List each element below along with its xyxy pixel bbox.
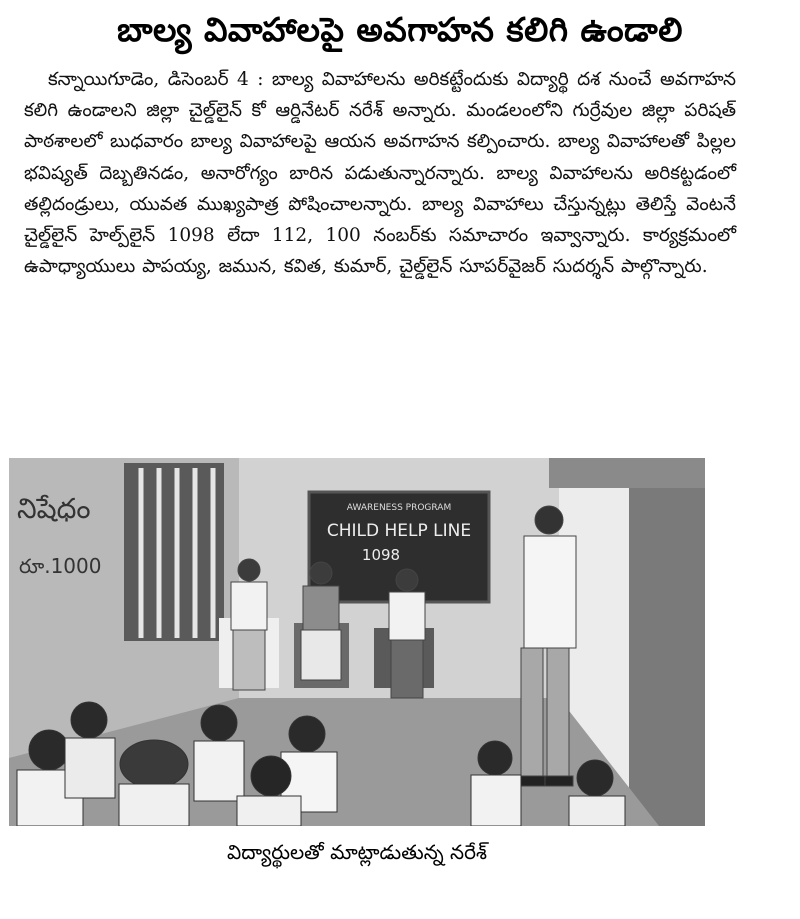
- blackboard-line-2: CHILD HELP LINE: [326, 521, 472, 541]
- wall-text-line-2: రూ.1000: [19, 554, 102, 578]
- blackboard-line-3: 1098: [361, 546, 401, 564]
- blackboard-line-1: AWARENESS PROGRAM: [346, 503, 452, 513]
- classroom-photo: [9, 458, 705, 826]
- article-headline: బాల్య వివాహాలపై అవగాహన కలిగి ఉండాలి: [117, 10, 683, 49]
- article-photo: [9, 458, 705, 826]
- photo-caption: విద్యార్థులతో మాట్లాడుతున్న నరేశ్: [227, 840, 487, 864]
- wall-text-line-1: నిషేధం: [17, 492, 91, 525]
- article-body: కన్నాయిగూడెం, డిసెంబర్ 4 : బాల్య వివాహాలను అరికట్టేందుకు విద్యార్థి దశ నుంచే అవగాహన కలిగి ఉండాలని జిల్లా చైల్డ్‌లైన్ కో ఆర్డినేటర్ నరేశ్ అన్నారు. మండలంలోని గుర్రేవుల జిల్లా పరిషత్ పాఠశాలలో బుధవారం బాల్య వివాహాలపై ఆయన అవగాహన కల్పించారు. బాల్య వివాహాలతో పిల్లల భవిష్యత్ దెబ్బతినడం, అనారోగ్యం బారిన పడుతున్నారన్నారు. బాల్య వివాహాలను అరికట్టడంలో తల్లిదండ్రులు, యువత ముఖ్యపాత్ర పోషించాలన్నారు. బాల్య వివాహాలు చేస్తున్నట్లు తెలిస్తే వెంటనే చైల్డ్‌లైన్ హెల్ప్‌లైన్ 1098 లేదా 112, 100 నంబర్‌కు సమాచారం ఇవ్వాన్నారు. కార్యక్రమంలో ఉపాధ్యాయులు పాపయ్య, జమున, కవిత, కుమార్, చైల్డ్‌లైన్ సూపర్‌వైజర్ సుదర్శన్ పాల్గొన్నారు.: [24, 69, 736, 278]
